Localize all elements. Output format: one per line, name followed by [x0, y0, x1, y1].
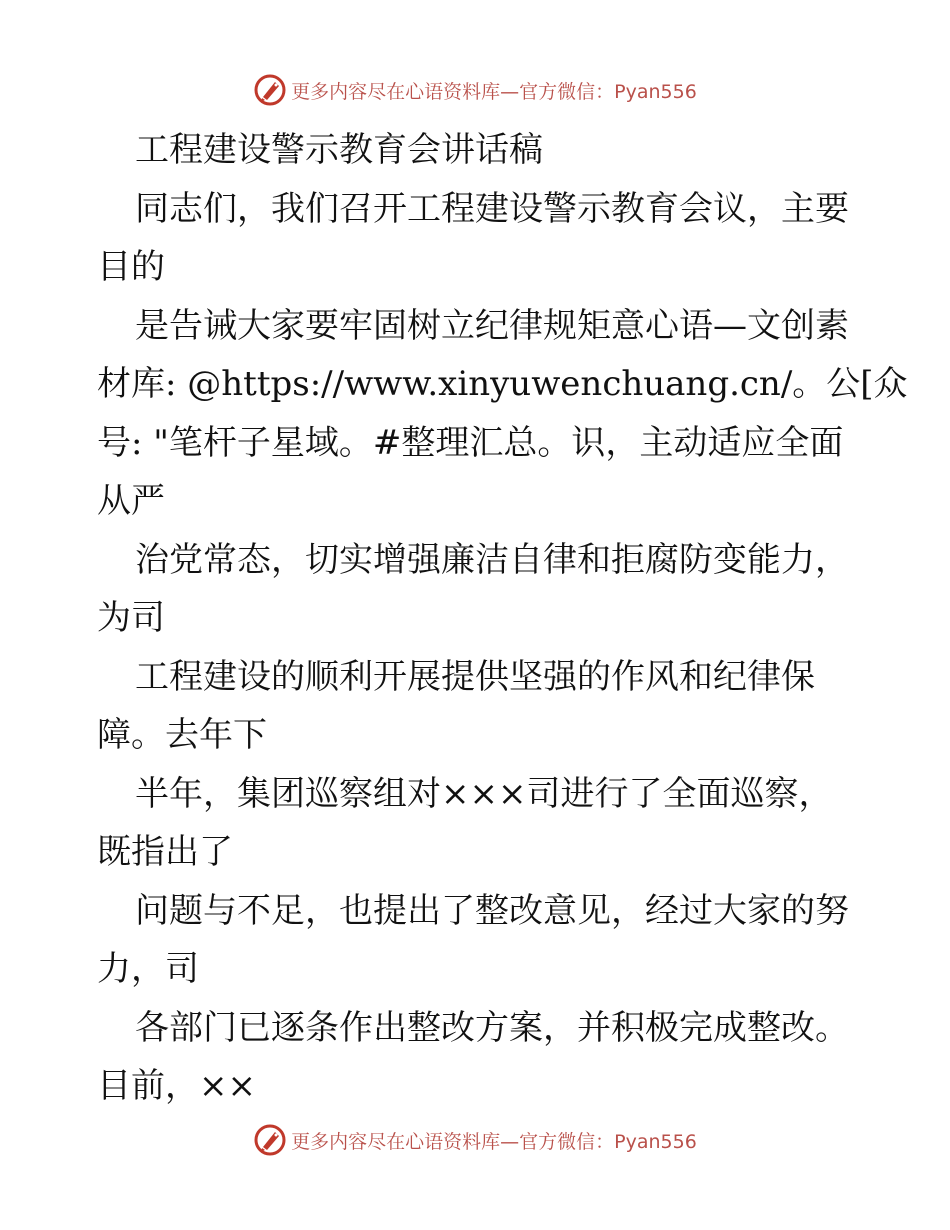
document-body: [97, 121, 908, 1116]
paragraph-line: 障。去年下: [97, 715, 267, 755]
paragraph-line: 是告诫大家要牢固树立纪律规矩意心语—文创素: [135, 305, 849, 346]
header-banner: [0, 70, 950, 110]
paragraph-line: 目前，××: [97, 1066, 256, 1106]
paragraph-line: 各部门已逐条作出整改方案，并积极完成整改。: [135, 1007, 849, 1048]
paragraph-line: 治党常态，切实增强廉洁自律和拒腐防变能力，: [135, 539, 849, 580]
pen-nib-logo-icon: [253, 1123, 287, 1157]
banner-separator: —: [500, 1130, 520, 1153]
paragraph-line: 材库: @https://www.xinyuwenchuang.cn/。公[众: [97, 364, 908, 404]
paragraph-line: 同志们，我们召开工程建设警示教育会议，主要: [135, 188, 849, 229]
paragraph-line: 从严: [97, 481, 165, 521]
banner-wechat: 官方微信：Pyan556: [519, 1130, 697, 1153]
banner-title: 更多内容尽在心语资料库: [291, 1130, 501, 1153]
paragraph-line: 问题与不足，也提出了整改意见，经过大家的努: [135, 890, 849, 931]
paragraph-line: 目的: [97, 247, 165, 287]
paragraph-line: 工程建设的顺利开展提供坚强的作风和纪律保: [135, 656, 815, 697]
paragraph-line: 为司: [97, 598, 165, 638]
banner-wechat: 官方微信：Pyan556: [519, 80, 697, 103]
banner-separator: —: [500, 80, 520, 103]
document-title: 工程建设警示教育会讲话稿: [135, 130, 543, 170]
paragraph-line: 既指出了: [97, 832, 233, 872]
paragraph-line: 号: "笔杆子星域。#整理汇总。识，主动适应全面: [97, 422, 844, 463]
pen-nib-logo-icon: [253, 73, 287, 107]
footer-banner: [0, 1120, 950, 1160]
paragraph-line: 半年，集团巡察组对×××司进行了全面巡察，: [135, 773, 833, 814]
banner-title: 更多内容尽在心语资料库: [291, 80, 501, 103]
paragraph-line: 力，司: [97, 949, 199, 989]
